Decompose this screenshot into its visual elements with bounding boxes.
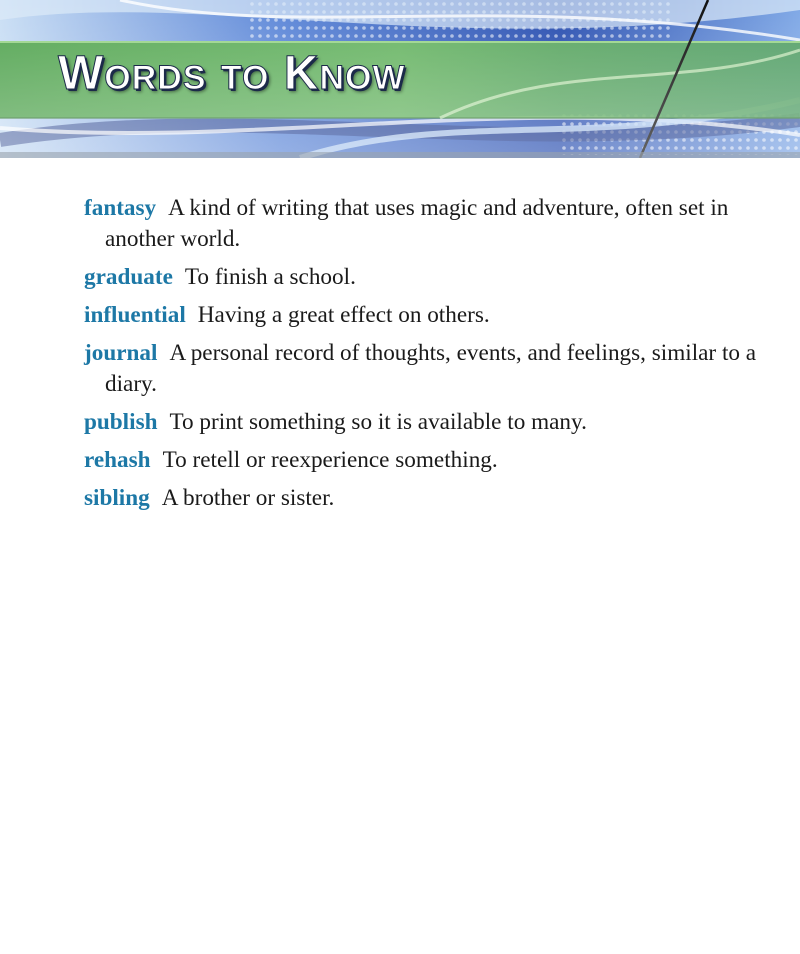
glossary-entry [84, 483, 774, 514]
header-banner [0, 0, 800, 158]
glossary-entry [84, 300, 774, 331]
glossary-term: graduate [84, 264, 173, 290]
glossary-definition: To finish a school. [184, 264, 356, 290]
glossary-definition: To print something so it is available to many. [169, 409, 587, 435]
glossary-list [84, 193, 774, 521]
glossary-definition: A brother or sister. [161, 485, 335, 511]
glossary-entry [84, 338, 774, 400]
glossary-entry [84, 407, 774, 438]
glossary-term: fantasy [84, 195, 157, 221]
glossary-definition: A kind of writing that uses magic and adventure, often set in another world. [105, 195, 729, 252]
glossary-entry [84, 262, 774, 293]
glossary-definition: Having a great effect on others. [197, 302, 490, 328]
glossary-term: sibling [84, 485, 150, 511]
glossary-term: rehash [84, 447, 151, 473]
glossary-term: publish [84, 409, 158, 435]
glossary-entry [84, 193, 774, 255]
glossary-term: influential [84, 302, 186, 328]
glossary-definition: To retell or reexperience something. [162, 447, 498, 473]
page-title: Words to Know [58, 47, 406, 100]
glossary-definition: A personal record of thoughts, events, and feelings, similar to a diary. [105, 340, 757, 397]
glossary-entry [84, 445, 774, 476]
glossary-term: journal [84, 340, 158, 366]
